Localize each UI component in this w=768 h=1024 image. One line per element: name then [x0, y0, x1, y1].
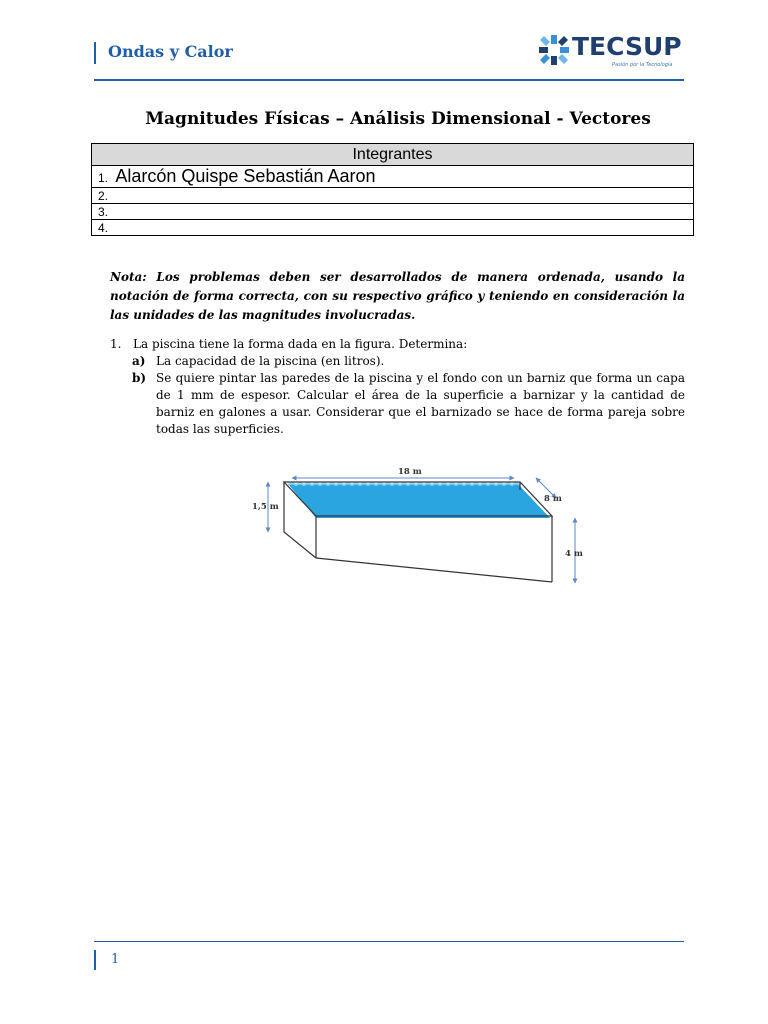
problem-stem: La piscina tiene la forma dada en la figura. Determina:: [133, 337, 468, 351]
width-label: 8 m: [544, 494, 562, 504]
footer-accent-bar: [94, 950, 96, 970]
water-surface: [288, 484, 550, 518]
pool-figure: [248, 452, 588, 592]
row-number: 2.: [98, 188, 109, 203]
item-text: La capacidad de la piscina (en litros).: [156, 354, 385, 368]
item-label: a): [132, 354, 146, 368]
table-row: [92, 166, 694, 188]
page-number: 1: [111, 952, 120, 967]
course-title: Ondas y Calor: [108, 42, 233, 61]
note-paragraph: Nota: Los problemas deben ser desarrollados de manera ordenada, usando la notación de forma correcta, con su respectivo gráfico y teniendo en consideración la las unidades de las magnitudes involucradas.: [110, 270, 685, 322]
row-number: 1.: [98, 171, 109, 185]
header-rule: [94, 79, 684, 81]
header-accent-bar: [94, 42, 96, 64]
item-label: b): [132, 371, 147, 385]
member-cell-4[interactable]: [92, 220, 694, 236]
table-row: [92, 188, 694, 204]
member-cell-3[interactable]: [92, 204, 694, 220]
member-cell-2[interactable]: [92, 188, 694, 204]
table-row: [92, 220, 694, 236]
logo-tagline: Pasión por la Tecnología: [612, 62, 673, 68]
member-name: Alarcón Quispe Sebastián Aaron: [115, 166, 376, 186]
row-number: 4.: [98, 220, 109, 235]
deep-depth-label: 4 m: [565, 549, 583, 559]
logo-wordmark: TECSUP: [572, 32, 682, 61]
footer-rule: [94, 941, 684, 942]
table-row: [92, 204, 694, 220]
document-title: Magnitudes Físicas – Análisis Dimensional - Vectores: [145, 109, 651, 129]
members-table-header: Integrantes: [92, 144, 694, 166]
row-number: 3.: [98, 204, 109, 219]
tecsup-logo: [536, 30, 686, 74]
length-label: 18 m: [398, 467, 422, 477]
logo-mark-icon: [536, 32, 572, 68]
item-text: Se quiere pintar las paredes de la piscina y el fondo con un barniz que forma un capa de 1 mm de espesor. Calcular el área de la superficie a barnizar y la cantidad de barniz en galones a usar. Considerar que el barnizado se hace de forma pareja sobre todas las superficies.: [156, 371, 685, 436]
member-cell-1[interactable]: [92, 166, 694, 188]
shallow-depth-label: 1,5 m: [252, 502, 279, 512]
members-table: [91, 143, 694, 236]
problem-number: 1.: [110, 337, 122, 351]
